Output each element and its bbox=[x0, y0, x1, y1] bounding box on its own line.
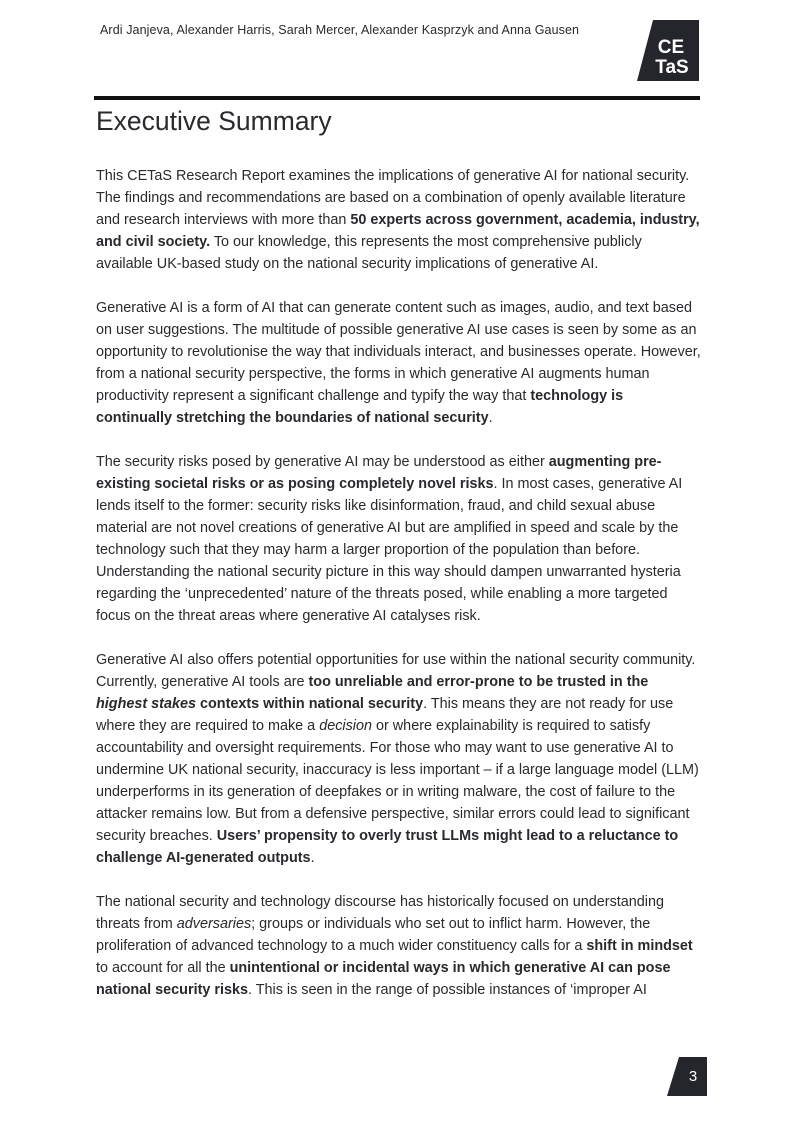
text-run: This CETaS Research Report examines the implications of generative AI for national security. The findings and recommendations are based on a combination of openly available literature and research interviews with more than bbox=[96, 168, 690, 228]
emphasis-run: contexts within national security bbox=[195, 696, 424, 712]
text-run: Generative AI also offers potential opportunities for use within the national security community. Currently, generative AI tools are bbox=[96, 652, 696, 690]
text-run: . This means they are not ready for use where they are required to make a bbox=[96, 696, 674, 734]
running-header-authors: Ardi Janjeva, Alexander Harris, Sarah Mercer, Alexander Kasprzyk and Anna Gausen bbox=[100, 23, 580, 37]
paragraph bbox=[96, 165, 702, 275]
body-text bbox=[96, 165, 702, 1023]
cetas-logo bbox=[637, 20, 699, 81]
emphasis-run: augmenting pre-existing societal risks or as posing completely novel risks bbox=[96, 454, 662, 492]
text-run: ; groups or individuals who set out to inflict harm. However, the proliferation of advanced technology to a much wider constituency calls for a bbox=[96, 916, 651, 954]
text-run: . This is seen in the range of possible instances of ‘improper AI bbox=[247, 982, 647, 998]
text-run: . In most cases, generative AI lends itself to the former: security risks like disinformation, fraud, and child sexual abuse material are not novel creations of generative AI but are amplified in speed and scale by the technology such that they may harm a larger proportion of the population than before. Understanding the national security picture in this way should dampen unwarranted hysteria regarding the ‘unprecedented’ nature of the threats posed, while enabling a more targeted focus on the threat areas where generative AI catalyses risk. bbox=[96, 476, 683, 624]
text-run: or where explainability is required to satisfy accountability and oversight requirements. For those who may want to use generative AI to undermine UK national security, inaccuracy is less important – if a large language model (LLM) underperforms in its generation of deepfakes or in writing malware, the cost of failure to the attacker remains low. But from a defensive perspective, similar errors could lead to significant security breaches. bbox=[96, 718, 699, 844]
text-run: The security risks posed by generative AI may be understood as either bbox=[96, 454, 549, 470]
page-number: 3 bbox=[688, 1068, 698, 1085]
text-run: to account for all the bbox=[96, 960, 230, 976]
emphasis-run: technology is continually stretching the boundaries of national security bbox=[96, 388, 624, 426]
emphasis-run: highest stakes bbox=[96, 696, 196, 712]
text-run: decision bbox=[319, 718, 372, 734]
text-run: . bbox=[488, 410, 493, 426]
logo-line2: TaS bbox=[655, 57, 689, 78]
emphasis-run: shift in mindset bbox=[586, 938, 693, 954]
paragraph bbox=[96, 649, 702, 869]
emphasis-run: too unreliable and error-prone to be trusted in the bbox=[308, 674, 649, 690]
text-run: To our knowledge, this represents the most comprehensive publicly available UK-based study on the national security implications of generative AI. bbox=[96, 234, 642, 272]
text-run: . bbox=[310, 850, 315, 866]
paragraph bbox=[96, 451, 702, 627]
emphasis-run: Users’ propensity to overly trust LLMs might lead to a reluctance to challenge AI-generated outputs bbox=[96, 828, 679, 866]
paragraph bbox=[96, 297, 702, 429]
paragraph bbox=[96, 891, 702, 1001]
text-run: Generative AI is a form of AI that can generate content such as images, audio, and text based on user suggestions. The multitude of possible generative AI use cases is seen by some as an opportunity to revolutionise the way that individuals interact, and businesses operate. However, from a national security perspective, the forms in which generative AI augments human productivity represent a significant challenge and typify the way that bbox=[96, 300, 701, 404]
page-title: Executive Summary bbox=[96, 106, 332, 136]
emphasis-run: unintentional or incidental ways in which generative AI can pose national security risks bbox=[96, 960, 671, 998]
text-run: adversaries bbox=[176, 916, 252, 932]
emphasis-run: 50 experts across government, academia, industry, and civil society. bbox=[96, 212, 700, 250]
text-run: The national security and technology discourse has historically focused on understanding threats from bbox=[96, 894, 664, 932]
header-rule bbox=[94, 96, 700, 100]
logo-line1: CE bbox=[657, 37, 685, 58]
